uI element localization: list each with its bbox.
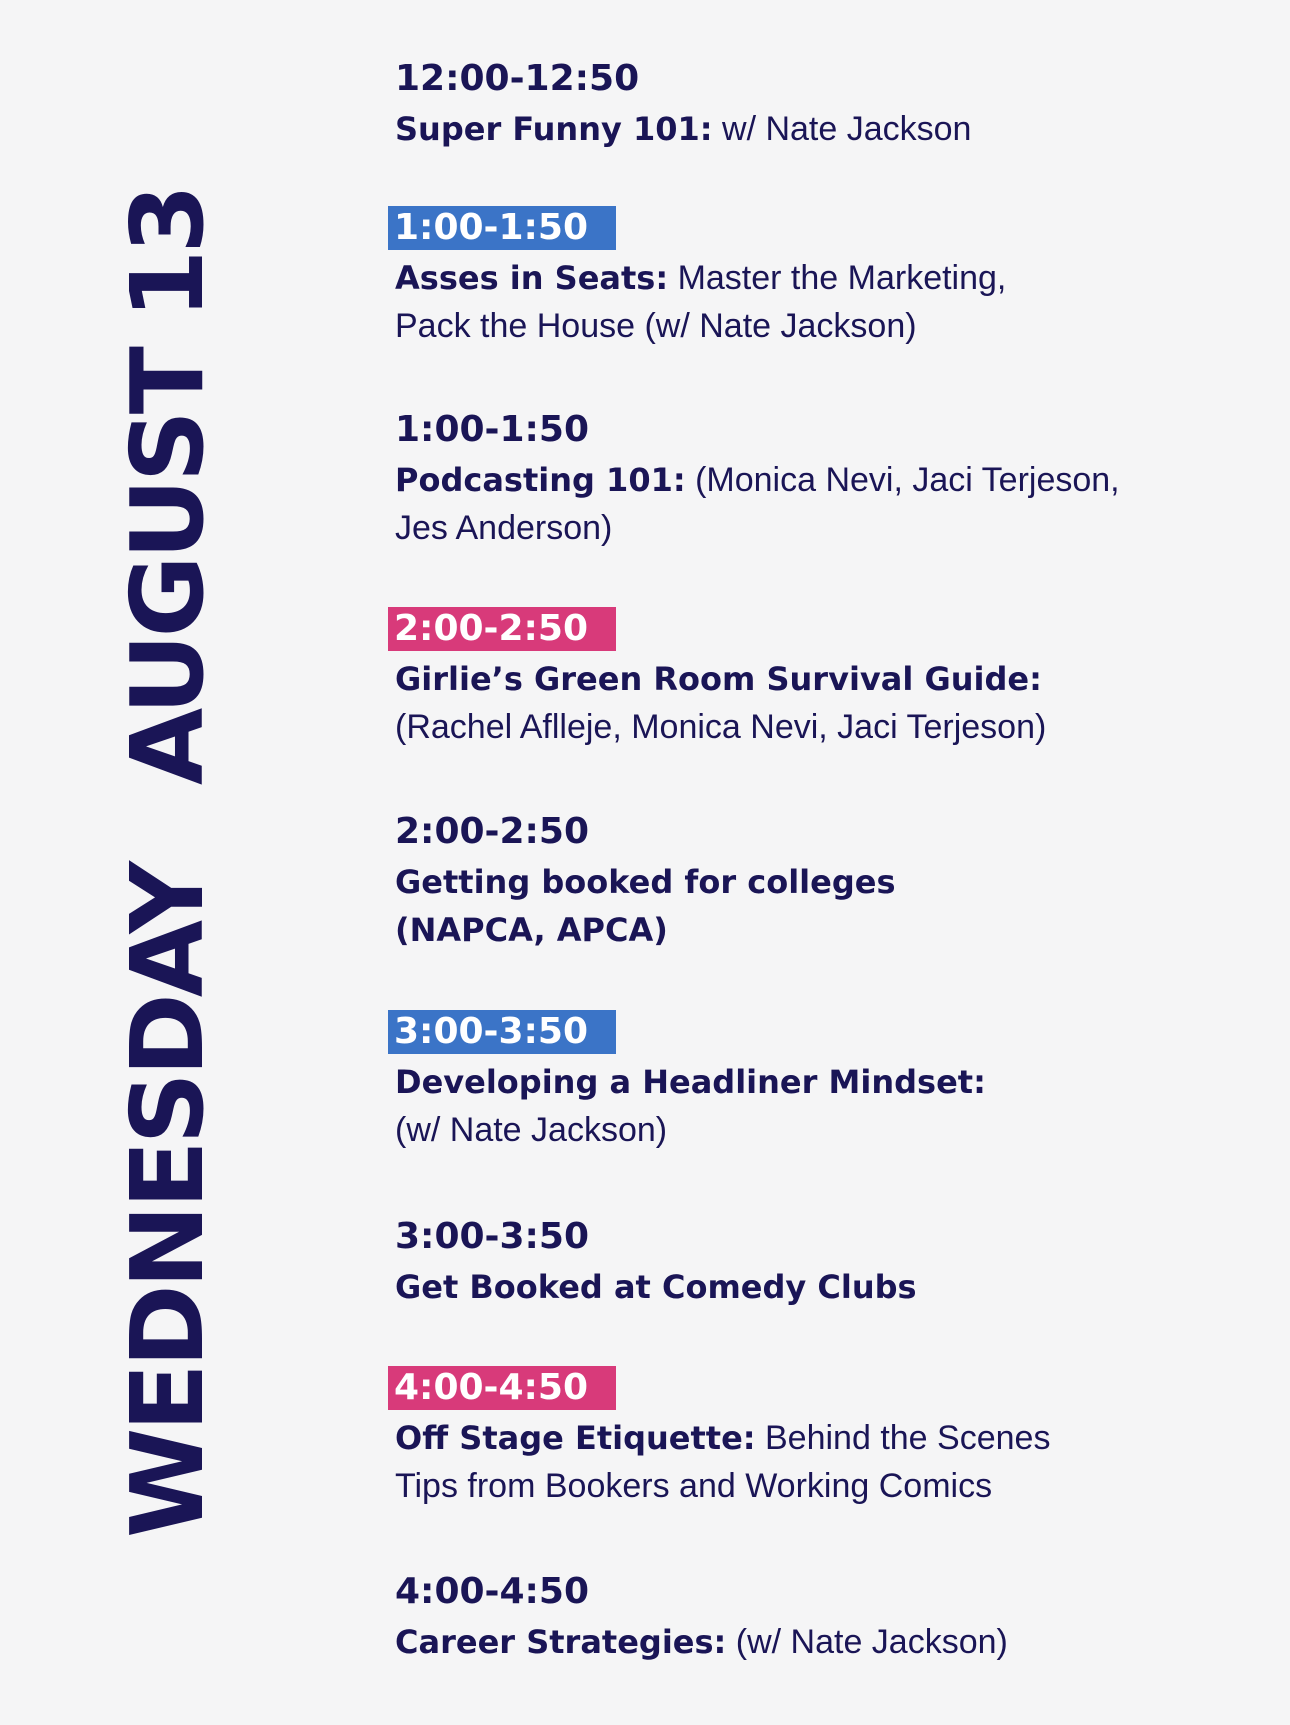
- session-item: [395, 1010, 1255, 1154]
- session-title-line: [395, 858, 1255, 906]
- session-detail-line: Pack the House (w/ Nate Jackson): [395, 307, 917, 345]
- session-title: Girlie’s Green Room Survival Guide:: [395, 660, 1042, 698]
- session-title-line2: (NAPCA, APCA): [395, 911, 668, 949]
- session-item: [395, 1570, 1255, 1666]
- weekday-label: WEDNESDAY: [109, 865, 226, 1538]
- session-time-highlighted: 1:00-1:50: [388, 206, 616, 250]
- session-item: [395, 607, 1255, 751]
- session-item: [395, 206, 1255, 350]
- session-title: Off Stage Etiquette:: [395, 1419, 756, 1457]
- session-detail: (Monica Nevi, Jaci Terjeson,: [685, 461, 1120, 499]
- session-time: 2:00-2:50: [395, 811, 590, 852]
- day-heading: [109, 188, 226, 1538]
- session-time: 12:00-12:50: [395, 58, 640, 99]
- session-item: [395, 1215, 1255, 1311]
- session-title: Developing a Headliner Mindset:: [395, 1063, 986, 1101]
- session-title-line: [395, 105, 1255, 153]
- session-item: [395, 408, 1255, 552]
- session-title-line: [395, 254, 1255, 302]
- session-detail: Master the Marketing,: [668, 259, 1007, 297]
- session-time-highlighted: 3:00-3:50: [388, 1010, 616, 1054]
- session-title: Career Strategies:: [395, 1623, 727, 1661]
- session-time: 4:00-4:50: [395, 1571, 590, 1612]
- session-time-highlighted: 4:00-4:50: [388, 1366, 616, 1410]
- session-title-line: [395, 1414, 1255, 1462]
- session-detail-line: Jes Anderson): [395, 509, 613, 547]
- session-title: Get Booked at Comedy Clubs: [395, 1268, 917, 1306]
- session-detail: w/ Nate Jackson: [712, 110, 972, 148]
- session-time: 1:00-1:50: [395, 409, 590, 450]
- session-item: [395, 810, 1255, 954]
- session-title: Getting booked for colleges: [395, 863, 896, 901]
- session-time: 3:00-3:50: [395, 1216, 590, 1257]
- session-title-line: [395, 456, 1255, 504]
- session-detail-line: (Rachel Aflleje, Monica Nevi, Jaci Terjeson): [395, 708, 1047, 746]
- session-item: [395, 57, 1255, 153]
- session-detail: (w/ Nate Jackson): [726, 1623, 1008, 1661]
- session-detail-line: Tips from Bookers and Working Comics: [395, 1467, 993, 1505]
- date-label: AUGUST 13: [109, 188, 226, 786]
- session-time-highlighted: 2:00-2:50: [388, 607, 616, 651]
- session-detail-line: (w/ Nate Jackson): [395, 1111, 668, 1149]
- session-title: Podcasting 101:: [395, 461, 686, 499]
- session-title-line: [395, 655, 1255, 703]
- session-title: Super Funny 101:: [395, 110, 713, 148]
- session-title-line: [395, 1058, 1255, 1106]
- session-title-line: [395, 1618, 1255, 1666]
- session-title: Asses in Seats:: [395, 259, 669, 297]
- session-detail: Behind the Scenes: [755, 1419, 1051, 1457]
- session-item: [395, 1366, 1255, 1510]
- session-title-line: [395, 1263, 1255, 1311]
